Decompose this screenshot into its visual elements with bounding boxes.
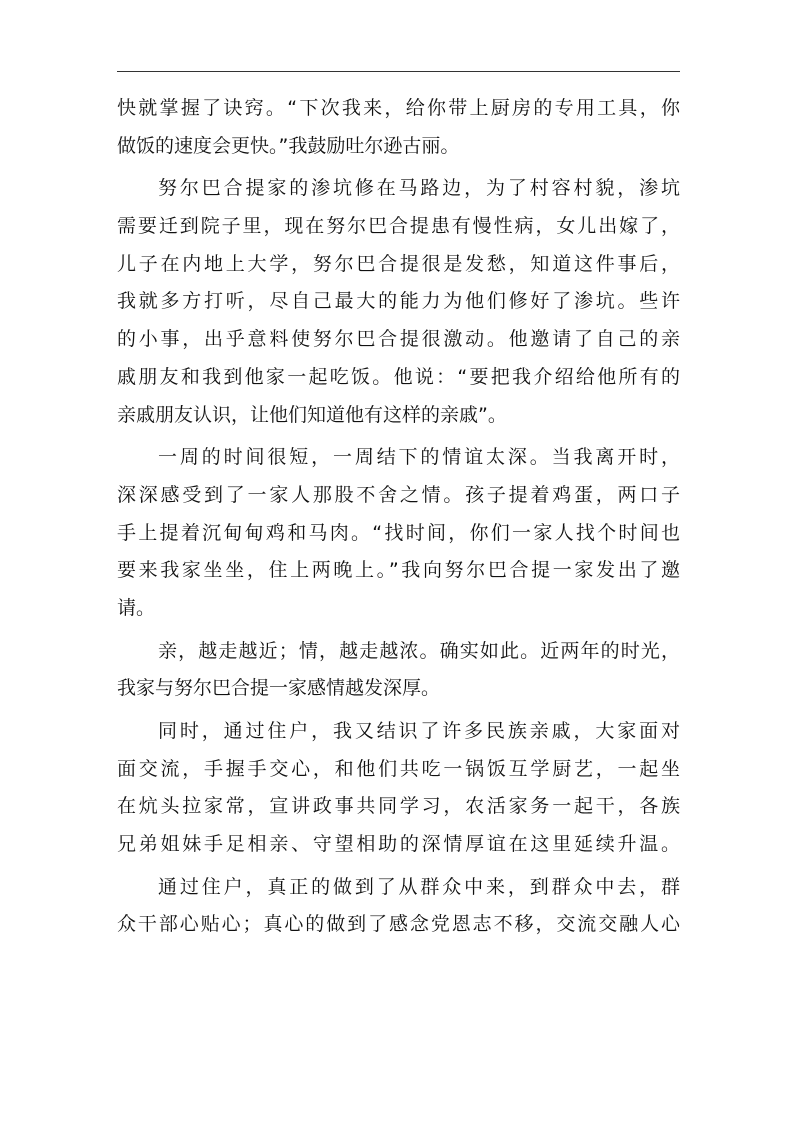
text-line: 请。 bbox=[117, 596, 156, 619]
text-line: 面交流，手握手交心，和他们共吃一锅饭互学厨艺，一起坐 bbox=[117, 757, 680, 780]
text-line: 亲戚朋友认识，让他们知道他有这样的亲戚”。 bbox=[117, 403, 507, 426]
paragraph-first-line: 亲，越走越近；情，越走越浓。确实如此。近两年的时光， bbox=[158, 639, 680, 662]
text-line: 我就多方打听，尽自己最大的能力为他们修好了渗坑。些许 bbox=[117, 290, 680, 313]
header-rule bbox=[117, 71, 680, 72]
document-body bbox=[117, 90, 680, 944]
text-line: 手上提着沉甸甸鸡和马肉。“找时间，你们一家人找个时间也 bbox=[117, 521, 680, 544]
text-line: 兄弟姐妹手足相亲、守望相助的深情厚谊在这里延续升温。 bbox=[117, 833, 680, 856]
text-line: 众干部心贴心；真心的做到了感念党恩志不移，交流交融人心 bbox=[117, 913, 680, 936]
text-line: 我家与努尔巴合提一家感情越发深厚。 bbox=[117, 677, 441, 700]
paragraph-first-line: 努尔巴合提家的渗坑修在马路边，为了村容村貌，渗坑 bbox=[158, 177, 680, 200]
paragraph-first-line: 同时，通过住户，我又结识了许多民族亲戚，大家面对 bbox=[158, 720, 680, 742]
paragraph-first-line: 通过住户，真正的做到了从群众中来，到群众中去，群 bbox=[158, 875, 680, 898]
text-line: 需要迁到院子里，现在努尔巴合提患有慢性病，女儿出嫁了， bbox=[117, 215, 680, 238]
text-line: 快就掌握了诀窍。“下次我来，给你带上厨房的专用工具，你 bbox=[117, 97, 680, 119]
text-line: 儿子在内地上大学，努尔巴合提很是发愁，知道这件事后， bbox=[117, 252, 680, 275]
text-line: 的小事，出乎意料使努尔巴合提很激动。他邀请了自己的亲 bbox=[117, 328, 680, 351]
text-line: 戚朋友和我到他家一起吃饭。他说：“要把我介绍给他所有的 bbox=[117, 365, 680, 388]
paragraph-first-line: 一周的时间很短，一周结下的情谊太深。当我离开时， bbox=[158, 446, 680, 469]
text-line: 深深感受到了一家人那股不舍之情。孩子提着鸡蛋，两口子 bbox=[117, 483, 680, 506]
text-line: 在炕头拉家常，宣讲政事共同学习，农活家务一起干，各族 bbox=[117, 795, 680, 818]
text-line: 做饭的速度会更快。”我鼓励吐尔逊古丽。 bbox=[117, 134, 460, 157]
text-line: 要来我家坐坐，住上两晚上。”我向努尔巴合提一家发出了邀 bbox=[117, 559, 680, 582]
